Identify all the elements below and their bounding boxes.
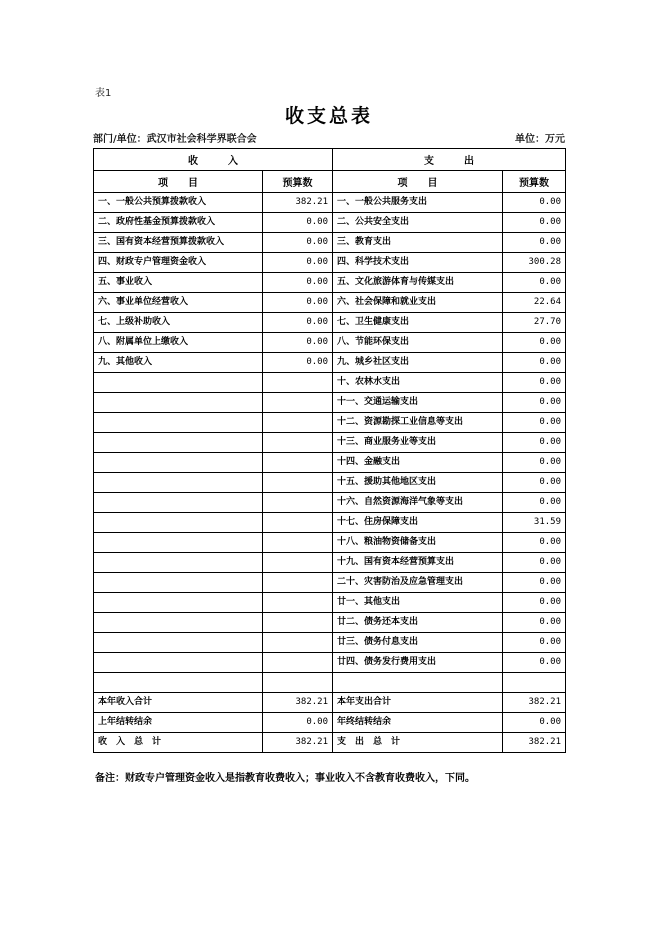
income-item-cell bbox=[94, 473, 263, 493]
income-item-cell bbox=[94, 573, 263, 593]
income-item-cell bbox=[94, 433, 263, 453]
expense-budget-cell: 382.21 bbox=[503, 733, 566, 753]
income-item-cell bbox=[94, 653, 263, 673]
table-row bbox=[94, 333, 566, 353]
income-item-cell: 七、上级补助收入 bbox=[94, 313, 263, 333]
expense-item-cell: 七、卫生健康支出 bbox=[333, 313, 503, 333]
expense-budget-cell: 0.00 bbox=[503, 333, 566, 353]
expense-budget-cell: 27.70 bbox=[503, 313, 566, 333]
page-title: 收支总表 bbox=[284, 105, 373, 127]
income-item-cell bbox=[94, 553, 263, 573]
income-budget-cell: 0.00 bbox=[263, 213, 333, 233]
income-budget-cell: 382.21 bbox=[263, 733, 333, 753]
expense-item-header: 项 目 bbox=[333, 171, 503, 193]
expense-budget-cell: 0.00 bbox=[503, 353, 566, 373]
income-budget-cell: 0.00 bbox=[263, 293, 333, 313]
expense-budget-cell: 0.00 bbox=[503, 493, 566, 513]
income-budget-cell bbox=[263, 393, 333, 413]
income-budget-cell: 0.00 bbox=[263, 253, 333, 273]
expense-item-cell: 十一、交通运输支出 bbox=[333, 393, 503, 413]
expense-budget-cell: 0.00 bbox=[503, 413, 566, 433]
income-item-cell bbox=[94, 513, 263, 533]
income-budget-cell bbox=[263, 373, 333, 393]
income-budget-cell bbox=[263, 653, 333, 673]
table-row bbox=[94, 313, 566, 333]
section-header-row bbox=[94, 149, 566, 171]
income-budget-cell bbox=[263, 633, 333, 653]
income-item-cell bbox=[94, 673, 263, 693]
table-row bbox=[94, 293, 566, 313]
total-row bbox=[94, 693, 566, 713]
table-row bbox=[94, 433, 566, 453]
income-budget-cell bbox=[263, 573, 333, 593]
income-budget-cell bbox=[263, 613, 333, 633]
income-budget-cell bbox=[263, 473, 333, 493]
expense-item-cell: 十九、国有资本经营预算支出 bbox=[333, 553, 503, 573]
table-row bbox=[94, 673, 566, 693]
expense-item-cell: 十八、粮油物资储备支出 bbox=[333, 533, 503, 553]
income-item-cell bbox=[94, 453, 263, 473]
income-item-cell: 四、财政专户管理资金收入 bbox=[94, 253, 263, 273]
income-item-cell bbox=[94, 593, 263, 613]
unit-label: 单位：万元 bbox=[515, 134, 565, 145]
table-row bbox=[94, 353, 566, 373]
income-budget-cell: 382.21 bbox=[263, 193, 333, 213]
income-budget-cell bbox=[263, 513, 333, 533]
income-item-cell: 二、政府性基金预算拨款收入 bbox=[94, 213, 263, 233]
expense-budget-cell: 0.00 bbox=[503, 393, 566, 413]
table-row bbox=[94, 613, 566, 633]
expense-item-cell: 十二、资源勘探工业信息等支出 bbox=[333, 413, 503, 433]
income-budget-cell bbox=[263, 493, 333, 513]
income-item-header: 项 目 bbox=[94, 171, 263, 193]
table-row bbox=[94, 393, 566, 413]
income-item-cell: 六、事业单位经营收入 bbox=[94, 293, 263, 313]
income-budget-header: 预算数 bbox=[263, 171, 333, 193]
income-budget-cell: 382.21 bbox=[263, 693, 333, 713]
income-item-cell bbox=[94, 633, 263, 653]
table-row bbox=[94, 473, 566, 493]
sheet-label: 表1 bbox=[95, 88, 112, 99]
income-item-cell: 九、其他收入 bbox=[94, 353, 263, 373]
expense-item-cell: 廿一、其他支出 bbox=[333, 593, 503, 613]
expense-item-cell bbox=[333, 673, 503, 693]
expense-item-cell: 五、文化旅游体育与传媒支出 bbox=[333, 273, 503, 293]
income-budget-cell: 0.00 bbox=[263, 353, 333, 373]
footnote: 备注：财政专户管理资金收入是指教育收费收入；事业收入不含教育收费收入，下同。 bbox=[95, 773, 475, 784]
expense-item-cell: 一、一般公共服务支出 bbox=[333, 193, 503, 213]
table-row bbox=[94, 513, 566, 533]
expense-item-cell: 十六、自然资源海洋气象等支出 bbox=[333, 493, 503, 513]
table-header bbox=[94, 149, 566, 193]
income-budget-cell: 0.00 bbox=[263, 713, 333, 733]
expense-item-cell: 四、科学技术支出 bbox=[333, 253, 503, 273]
table-row bbox=[94, 373, 566, 393]
table-row bbox=[94, 453, 566, 473]
income-item-cell: 收 入 总 计 bbox=[94, 733, 263, 753]
expense-item-cell: 十四、金融支出 bbox=[333, 453, 503, 473]
expense-item-cell: 廿四、债务发行费用支出 bbox=[333, 653, 503, 673]
expense-budget-cell: 0.00 bbox=[503, 613, 566, 633]
table-row bbox=[94, 493, 566, 513]
income-item-cell: 上年结转结余 bbox=[94, 713, 263, 733]
table-row bbox=[94, 573, 566, 593]
income-budget-cell: 0.00 bbox=[263, 333, 333, 353]
income-item-cell bbox=[94, 493, 263, 513]
table-row bbox=[94, 273, 566, 293]
expense-budget-cell: 0.00 bbox=[503, 233, 566, 253]
income-budget-cell: 0.00 bbox=[263, 313, 333, 333]
expense-budget-cell: 0.00 bbox=[503, 433, 566, 453]
expense-item-cell: 廿二、债务还本支出 bbox=[333, 613, 503, 633]
expense-item-cell: 支 出 总 计 bbox=[333, 733, 503, 753]
income-budget-cell bbox=[263, 533, 333, 553]
income-item-cell bbox=[94, 533, 263, 553]
column-header-row bbox=[94, 171, 566, 193]
income-item-cell: 一、一般公共预算拨款收入 bbox=[94, 193, 263, 213]
expense-budget-cell: 382.21 bbox=[503, 693, 566, 713]
expense-item-cell: 八、节能环保支出 bbox=[333, 333, 503, 353]
income-item-cell bbox=[94, 373, 263, 393]
expense-budget-cell: 0.00 bbox=[503, 273, 566, 293]
expense-item-cell: 年终结转结余 bbox=[333, 713, 503, 733]
income-item-cell bbox=[94, 613, 263, 633]
income-budget-cell bbox=[263, 453, 333, 473]
income-item-cell bbox=[94, 393, 263, 413]
table-row bbox=[94, 253, 566, 273]
expense-budget-cell: 0.00 bbox=[503, 453, 566, 473]
expense-item-cell: 二十、灾害防治及应急管理支出 bbox=[333, 573, 503, 593]
income-budget-cell bbox=[263, 593, 333, 613]
income-budget-cell: 0.00 bbox=[263, 233, 333, 253]
table-row bbox=[94, 593, 566, 613]
income-item-cell bbox=[94, 413, 263, 433]
department-label: 部门/单位：武汉市社会科学界联合会 bbox=[93, 134, 257, 145]
expense-item-cell: 十七、住房保障支出 bbox=[333, 513, 503, 533]
income-section-header: 收 入 bbox=[94, 149, 333, 171]
expense-item-cell: 十五、援助其他地区支出 bbox=[333, 473, 503, 493]
expense-budget-header: 预算数 bbox=[503, 171, 566, 193]
total-row bbox=[94, 733, 566, 753]
table-row bbox=[94, 653, 566, 673]
table-row bbox=[94, 193, 566, 213]
expense-budget-cell: 0.00 bbox=[503, 473, 566, 493]
total-row bbox=[94, 713, 566, 733]
income-item-cell: 八、附属单位上缴收入 bbox=[94, 333, 263, 353]
income-item-cell: 三、国有资本经营预算拨款收入 bbox=[94, 233, 263, 253]
income-budget-cell: 0.00 bbox=[263, 273, 333, 293]
table-row bbox=[94, 553, 566, 573]
table-row bbox=[94, 533, 566, 553]
expense-budget-cell: 300.28 bbox=[503, 253, 566, 273]
expense-budget-cell: 0.00 bbox=[503, 213, 566, 233]
expense-budget-cell: 0.00 bbox=[503, 713, 566, 733]
income-item-cell: 五、事业收入 bbox=[94, 273, 263, 293]
expense-item-cell: 廿三、债务付息支出 bbox=[333, 633, 503, 653]
expense-budget-cell: 22.64 bbox=[503, 293, 566, 313]
table-row bbox=[94, 413, 566, 433]
expense-budget-cell: 0.00 bbox=[503, 533, 566, 553]
expense-budget-cell: 0.00 bbox=[503, 633, 566, 653]
income-item-cell: 本年收入合计 bbox=[94, 693, 263, 713]
table-body bbox=[94, 193, 566, 753]
expense-budget-cell: 31.59 bbox=[503, 513, 566, 533]
income-budget-cell bbox=[263, 553, 333, 573]
expense-item-cell: 三、教育支出 bbox=[333, 233, 503, 253]
expense-section-header: 支 出 bbox=[333, 149, 566, 171]
table-row bbox=[94, 633, 566, 653]
expense-budget-cell: 0.00 bbox=[503, 373, 566, 393]
table-row bbox=[94, 233, 566, 253]
expense-item-cell: 本年支出合计 bbox=[333, 693, 503, 713]
expense-budget-cell: 0.00 bbox=[503, 593, 566, 613]
expense-item-cell: 十三、商业服务业等支出 bbox=[333, 433, 503, 453]
budget-summary-table bbox=[93, 148, 566, 753]
expense-budget-cell: 0.00 bbox=[503, 193, 566, 213]
expense-item-cell: 二、公共安全支出 bbox=[333, 213, 503, 233]
expense-budget-cell: 0.00 bbox=[503, 653, 566, 673]
income-budget-cell bbox=[263, 413, 333, 433]
meta-row bbox=[93, 130, 565, 145]
table-row bbox=[94, 213, 566, 233]
expense-item-cell: 十、农林水支出 bbox=[333, 373, 503, 393]
income-budget-cell bbox=[263, 673, 333, 693]
expense-budget-cell: 0.00 bbox=[503, 553, 566, 573]
expense-budget-cell bbox=[503, 673, 566, 693]
income-budget-cell bbox=[263, 433, 333, 453]
expense-item-cell: 九、城乡社区支出 bbox=[333, 353, 503, 373]
expense-item-cell: 六、社会保障和就业支出 bbox=[333, 293, 503, 313]
expense-budget-cell: 0.00 bbox=[503, 573, 566, 593]
